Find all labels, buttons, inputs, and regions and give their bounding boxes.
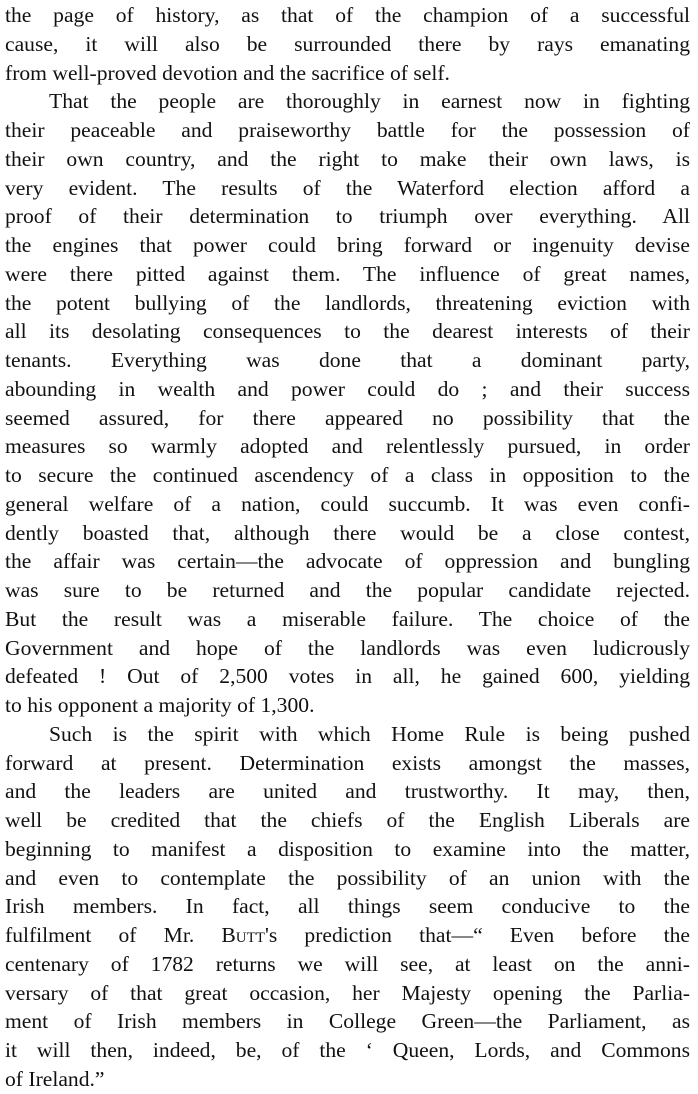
text-line: the affair was certain—the advocate of oppression and bungling — [5, 549, 690, 574]
text-line: But the result was a miserable failure. The choice of the — [5, 606, 690, 631]
text-line: tenants. Everything was done that a dominant party, — [5, 348, 690, 372]
text-line: very evident. The results of the Waterford election afford a — [5, 175, 690, 200]
small-caps-name: Butt — [221, 923, 265, 947]
text-line: the potent bullying of the landlords, threatening eviction with — [5, 290, 690, 315]
text-line: ment of Irish members in College Green—the Parliament, as — [5, 1009, 690, 1034]
text-line: general welfare of a nation, could succumb. It was even confi- — [5, 491, 690, 516]
paragraph — [5, 1, 690, 87]
text-line: to secure the continued ascendency of a class in opposition to the — [5, 463, 690, 487]
text-line: That the people are thoroughly in earnest now in fighting — [49, 89, 690, 114]
text-line: and even to contemplate the possibility of an union with the — [5, 865, 690, 890]
text-line: abounding in wealth and power could do ; and their success — [5, 376, 690, 401]
text-line: well be credited that the chiefs of the English Liberals are — [5, 808, 690, 832]
text-line: cause, it will also be surrounded there by rays emanating — [5, 31, 690, 56]
text-line: Irish members. In fact, all things seem conducive to the — [5, 894, 690, 919]
text-line: Such is the spirit with which Home Rule is being pushed — [49, 721, 690, 746]
paragraph — [5, 720, 690, 1094]
text-line: from well-proved devotion and the sacrifice of self. — [5, 60, 450, 85]
text-line: measures so warmly adopted and relentlessly pursued, in order — [5, 434, 690, 459]
text-line: were there pitted against them. The influence of great names, — [5, 261, 690, 286]
text-line: defeated ! Out of 2,500 votes in all, he gained 600, yielding — [5, 664, 690, 689]
text-line: versary of that great occasion, her Majesty opening the Parlia- — [5, 980, 690, 1005]
text-line: all its desolating consequences to the dearest interests of their — [5, 319, 690, 344]
text-line: to his opponent a majority of 1,300. — [5, 693, 315, 717]
paragraph — [5, 87, 690, 720]
text-line: proof of their determination to triumph over everything. All — [5, 204, 690, 229]
text-line: fulfilment of Mr. Butt's prediction that—“ Even before the — [5, 923, 690, 947]
text-line: and the leaders are united and trustworthy. It may, then, — [5, 779, 690, 804]
text-line: seemed assured, for there appeared no possibility that the — [5, 405, 690, 430]
text-line: their peaceable and praiseworthy battle for the possession of — [5, 118, 690, 142]
text-line: Government and hope of the landlords was even ludicrously — [5, 635, 690, 660]
text-line: of Ireland.” — [5, 1066, 105, 1091]
text-line: it will then, indeed, be, of the ‘ Queen, Lords, and Commons — [5, 1038, 690, 1062]
text-line: forward at present. Determination exists amongst the masses, — [5, 750, 690, 775]
text-body — [5, 1, 690, 1094]
text-line: was sure to be returned and the popular candidate rejected. — [5, 578, 690, 602]
text-line: dently boasted that, although there would be a close contest, — [5, 520, 690, 545]
text-line: the page of history, as that of the champion of a successful — [5, 3, 690, 27]
text-line: their own country, and the right to make their own laws, is — [5, 146, 690, 171]
text-line: centenary of 1782 returns we will see, at least on the anni- — [5, 951, 690, 976]
text-line: the engines that power could bring forward or ingenuity devise — [5, 233, 690, 257]
text-line: beginning to manifest a disposition to examine into the matter, — [5, 836, 690, 861]
